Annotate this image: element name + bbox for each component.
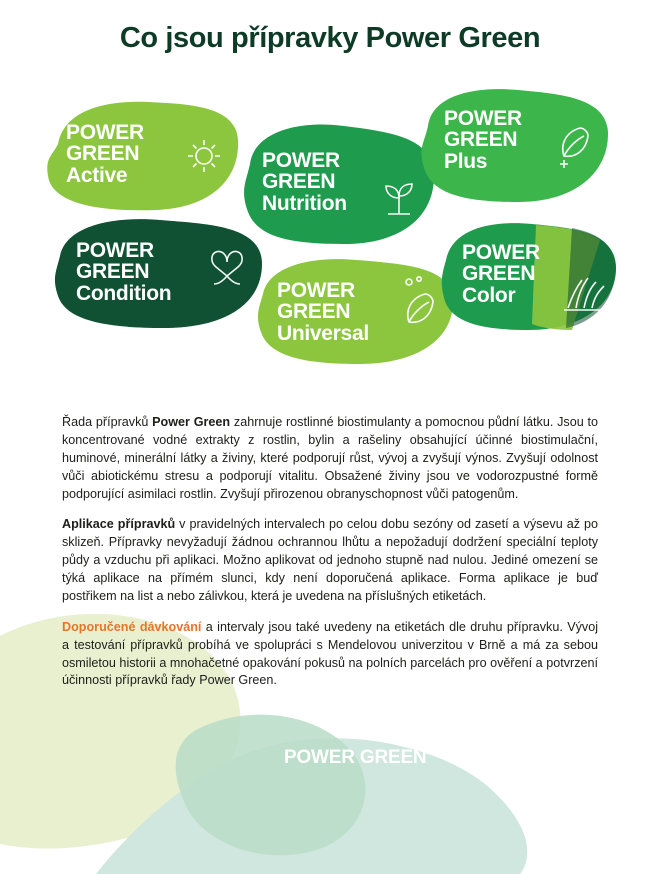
p2-bold: Aplikace přípravků xyxy=(62,517,176,532)
paragraph-2 xyxy=(62,516,598,605)
badge-condition-line2: GREEN xyxy=(76,260,150,284)
badge-plus-line1: POWER xyxy=(444,107,522,130)
badge-power-green-plus[interactable] xyxy=(420,86,610,204)
badge-nutrition-line3: Nutrition xyxy=(262,191,347,215)
badge-color-line1: POWER xyxy=(462,241,540,264)
body-copy xyxy=(62,414,598,690)
badge-universal-line1: POWER xyxy=(277,279,355,302)
badge-active-text xyxy=(44,100,240,186)
page-title: Co jsou přípravky Power Green xyxy=(119,22,541,54)
badge-condition-line3: Condition xyxy=(76,281,172,305)
badge-power-green-universal[interactable] xyxy=(255,258,455,366)
badge-color-line2: GREEN xyxy=(462,262,536,286)
paragraph-3 xyxy=(62,619,598,691)
paragraph-1 xyxy=(62,414,598,503)
p1-lead: Řada přípravků xyxy=(62,415,153,429)
p1-rest: zahrnuje rostlinné biostimulanty a pomocnou půdní látku. Jsou to koncentrované vodné extrakty z rostlin, bylin a rašeliny obsahující účinné biostimulační, huminové, minerální látky a živiny, které podporují růst, vývoj a zvyšují výnos. Zvyšují odolnost vůči abiotickému stresu a podporují vitalitu. Obsažené živiny jsou ve vodorozpustné formě podporující asimilaci rostlin. Zvyšují přirozenou obranyschopnost vůči patogenům. xyxy=(62,415,598,501)
badge-power-green-color[interactable] xyxy=(440,222,618,332)
p2-rest: v pravidelných intervalech po celou dobu sezóny od zasetí a výsevu až po sklizeň. Přípravky nevyžadují žádnou ochrannou lhůtu a nepožadují dodržení speciální teploty půdy a vzduchu při aplikaci. Možno aplikovat od jednoho stupně nad nulou. Jediné omezení se týká aplikace na přímém slunci, kdy není doporučená aplikace. Forma aplikace je buď postřikem na list a nebo zálivkou, která je uvedena na příslušných etiketách. xyxy=(62,517,598,603)
badge-plus-line3: Plus xyxy=(444,149,488,173)
badge-color-line3: Color xyxy=(462,283,516,307)
badge-plus-line2: GREEN xyxy=(444,128,518,152)
badge-nutrition-text xyxy=(240,124,436,214)
badge-active-line3: Active xyxy=(66,163,128,187)
badge-universal-text xyxy=(255,258,455,344)
p3-bold: Doporučené dávkování xyxy=(62,619,202,634)
watermark-line-2: GREEN xyxy=(359,747,427,768)
badge-power-green-nutrition[interactable] xyxy=(240,124,436,246)
p3-rest: a intervaly jsou také uvedeny na etiketách dle druhu přípravku. Vývoj a testování přípravků probíhá ve spolupráci s Mendelovou univerzitou v Brně a má za sebou osmiletou historii a mnohačetné opakování pokusů na polních parcelách pro ověření a potvrzení účinnosti přípravků řady Power Green. xyxy=(62,619,598,688)
badge-plus-text xyxy=(420,86,610,172)
p1-bold: Power Green xyxy=(152,415,231,429)
badge-universal-line3: Universal xyxy=(277,321,369,345)
badge-nutrition-line2: GREEN xyxy=(262,170,336,194)
badge-color-text xyxy=(440,222,618,306)
power-green-watermark xyxy=(284,748,426,768)
badge-condition-line1: POWER xyxy=(76,239,154,262)
badge-active-line1: POWER xyxy=(66,121,144,144)
badge-power-green-condition[interactable] xyxy=(52,218,264,330)
badge-universal-line2: GREEN xyxy=(277,300,351,324)
badge-nutrition-line1: POWER xyxy=(262,149,340,172)
badge-active-line2: GREEN xyxy=(66,142,140,166)
product-badge-cluster xyxy=(0,86,660,376)
badge-power-green-active[interactable] xyxy=(44,100,240,212)
watermark-line-1: POWER xyxy=(284,747,355,768)
badge-condition-text xyxy=(52,218,264,304)
